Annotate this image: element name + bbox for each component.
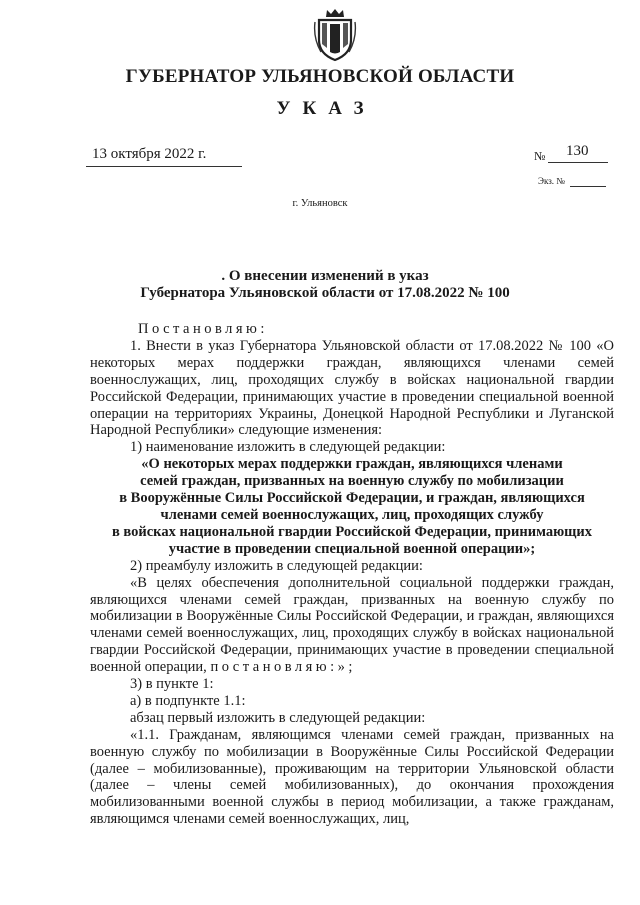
item-3a-text: абзац первый изложить в следующей редакции: [130, 709, 426, 726]
preamble [90, 575, 614, 676]
preamble-decree-word: постановляю:»; [210, 659, 356, 676]
new-title-line: участие в проведении специальной военной операции»; [168, 540, 536, 557]
clause-1-1: «1.1. Гражданам, являющимся членами семей граждан, призванных на военную службу по мобилизации в Вооружённые Силы Российской Федерации (далее – мобилизованные), проживающим на территории Ульяновской области (далее – члены семей мобилизованных), до окончания прохождения мобилизованными военной службы в период мобилизации, а также гражданам, являющимся членами семей военнослужащих, лиц, [90, 726, 614, 828]
item-3: 3) в пункте 1: [130, 676, 214, 693]
document-body [90, 321, 614, 828]
item-3a: а) в подпункте 1.1: [130, 692, 246, 709]
city: г. Ульяновск [292, 198, 348, 209]
title-line-1: . О внесении изменений в указ [221, 268, 429, 284]
new-title-block [90, 456, 614, 557]
number-underline [548, 162, 608, 163]
document-title [90, 268, 560, 302]
new-title-line: семей граждан, призванных на военную службу по мобилизации [140, 473, 564, 490]
new-title-line: в Вооружённые Силы Российской Федерации, и граждан, являющихся [119, 490, 585, 507]
decree-word: Постановляю: [138, 321, 268, 337]
item-1: 1) наименование изложить в следующей редакции: [130, 439, 446, 456]
issuing-authority: ГУБЕРНАТОР УЛЬЯНОВСКОЙ ОБЛАСТИ [125, 66, 515, 87]
item-2: 2) преамбулу изложить в следующей редакции: [130, 557, 423, 574]
document-date: 13 октября 2022 г. [92, 146, 207, 162]
document-type: УКАЗ [276, 98, 376, 119]
date-underline [86, 166, 242, 167]
new-title-line: «О некоторых мерах поддержки граждан, являющихся членами [141, 456, 563, 473]
preamble-text: «В целях обеспечения дополнительной социальной поддержки граждан, являющихся членами семей граждан, призванных на военную службу по мобилизации в Вооружённые Силы Российской Федерации, и граждан, являющихся членами семей военнослужащих, лиц, проходящих службу в войсках национальной гвардии Российской Федерации, принимающих участие в проведении специальной военной операции, [90, 574, 614, 676]
new-title-line: в войсках национальной гвардии Российской Федерации, принимающих [111, 523, 593, 540]
new-title-line: членами семей военнослужащих, лиц, проходящих службу [160, 506, 544, 523]
coat-of-arms-emblem [313, 8, 357, 62]
copy-number-label: Экз. № [538, 176, 565, 186]
document-number: 130 [566, 143, 589, 159]
paragraph-1: 1. Внести в указ Губернатора Ульяновской области от 17.08.2022 № 100 «О некоторых мерах поддержки граждан, являющихся членами семей военнослужащих, лиц, проходящих службу в войсках национальной гвардии Российской Федерации, принимающих участие в проведении специальной военной операции на территориях Украины, Донецкой Народной Республики и Луганской Народной Республики» следующие изменения: [90, 337, 614, 439]
copy-number-underline [570, 186, 606, 187]
number-label: № [534, 149, 546, 163]
title-line-2: Губернатора Ульяновской области от 17.08.2022 № 100 [140, 285, 510, 301]
